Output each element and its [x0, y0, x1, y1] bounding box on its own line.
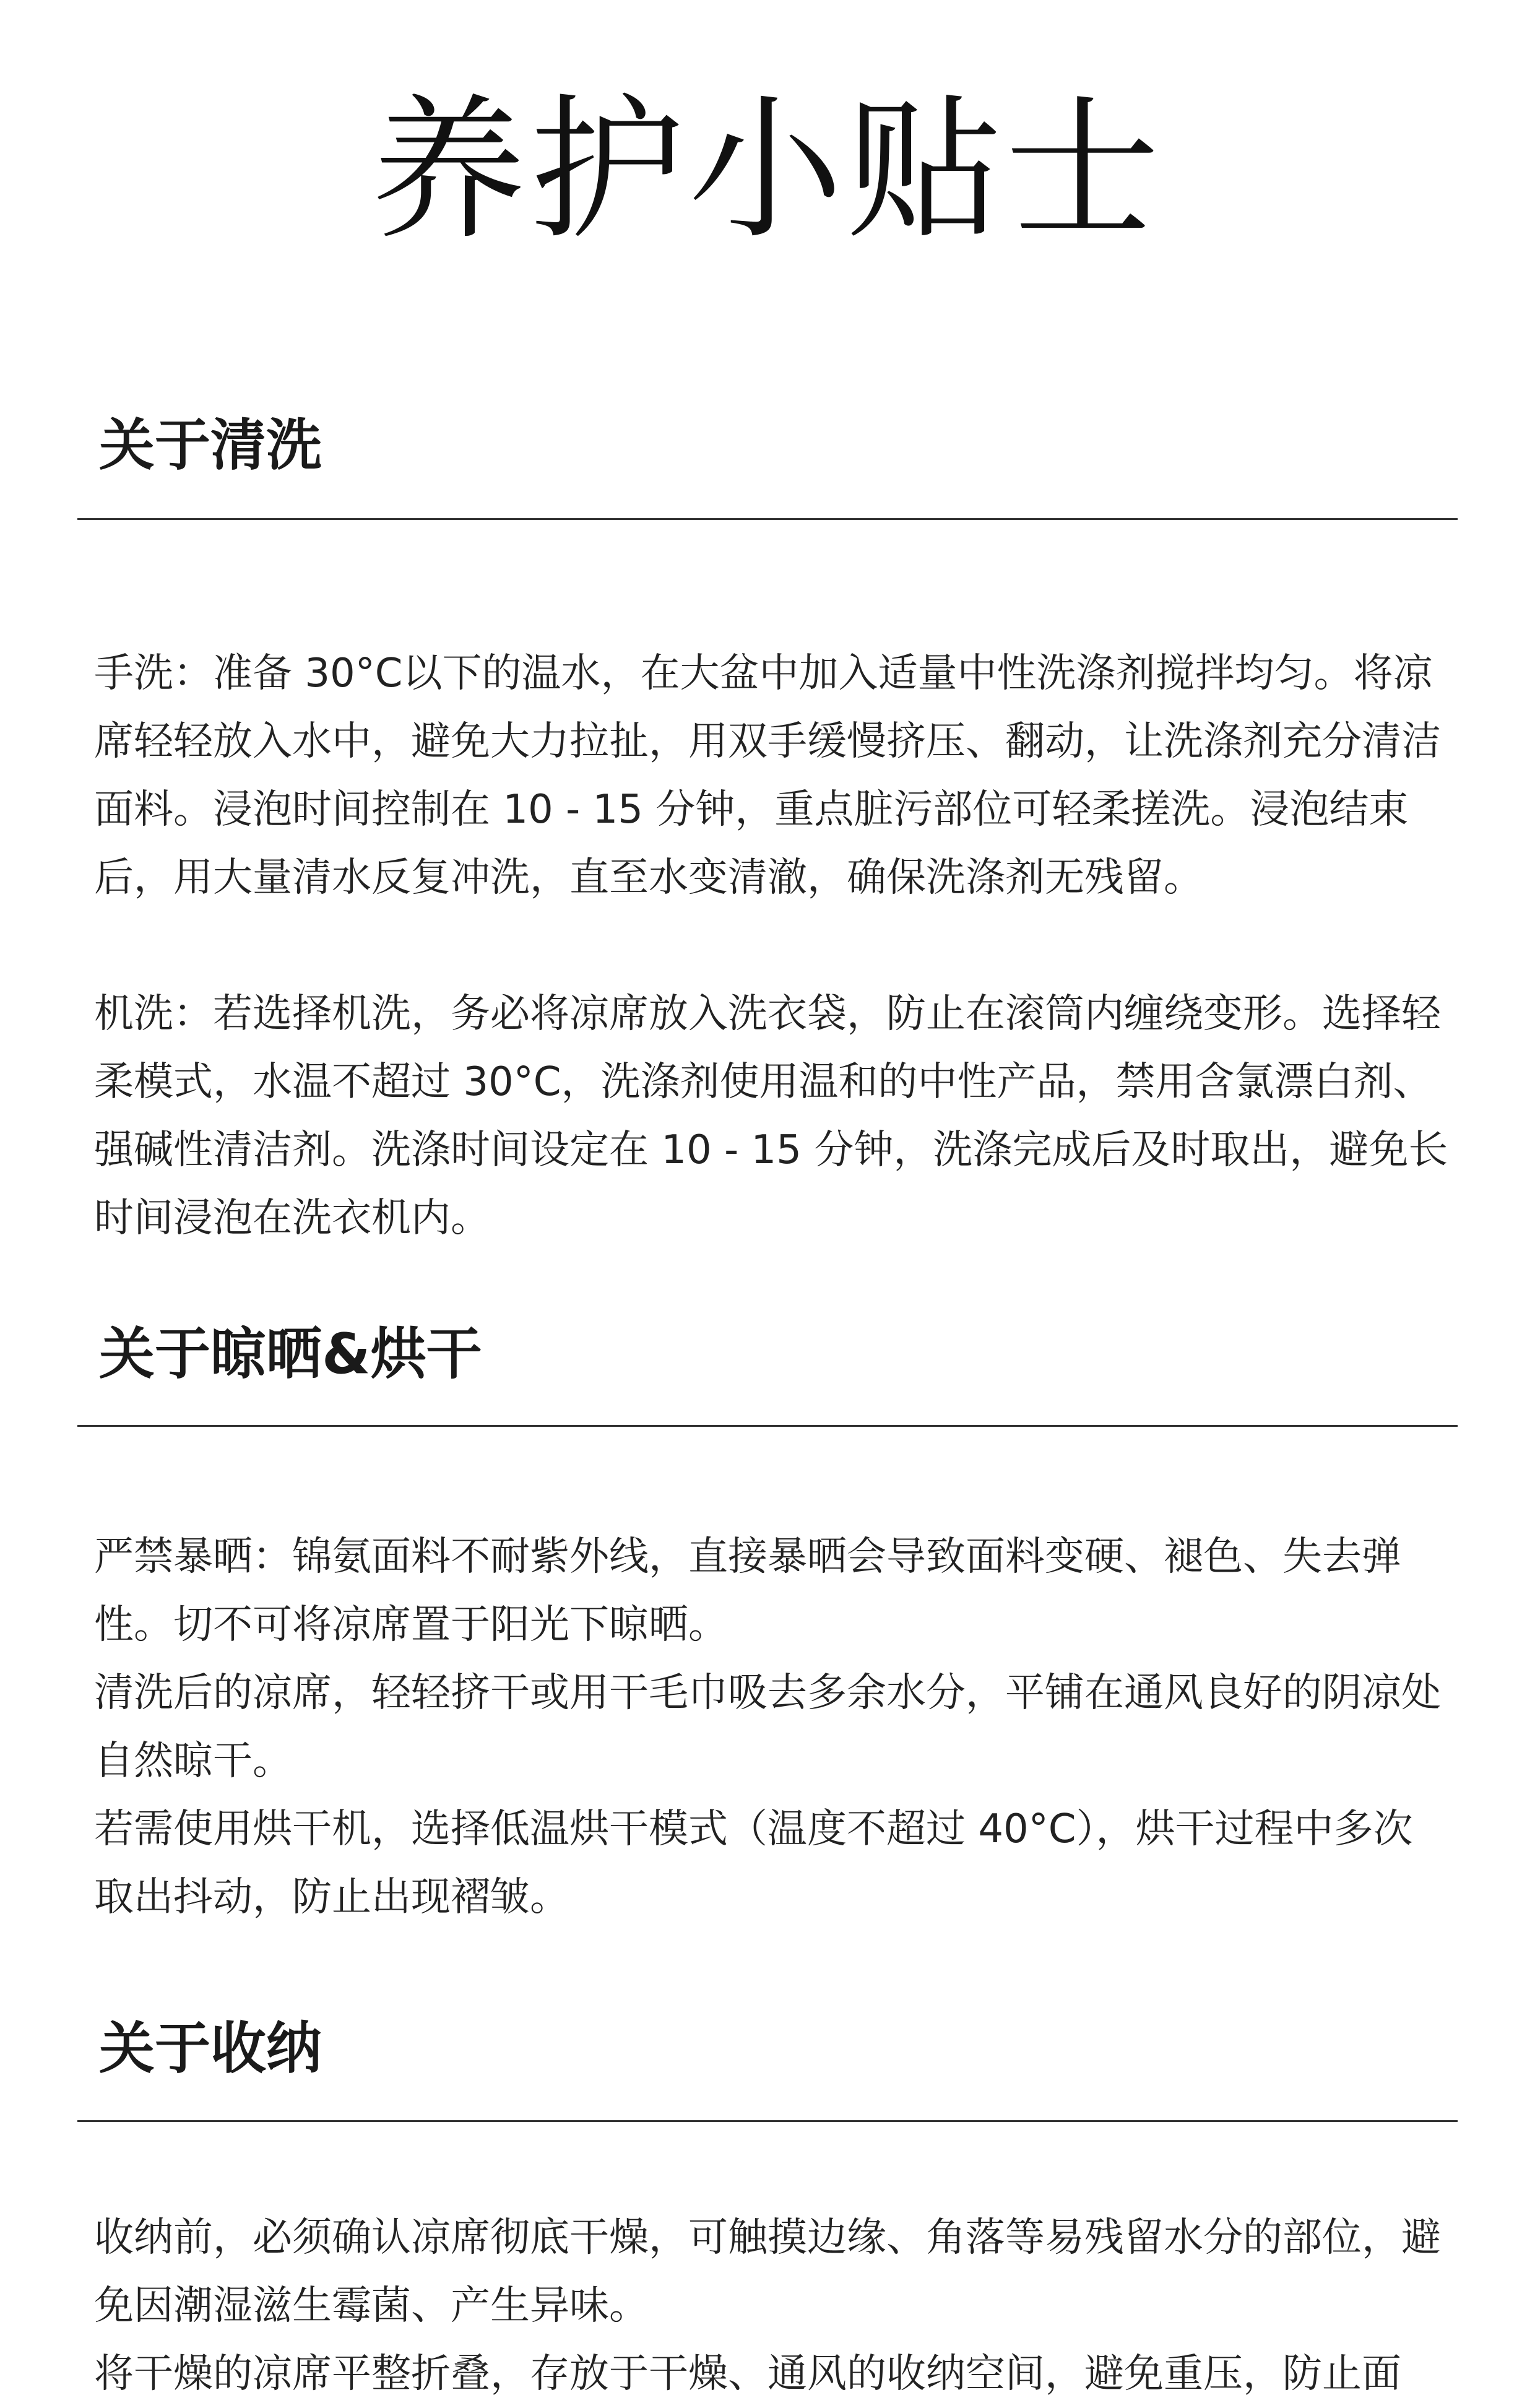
section-divider [77, 1425, 1458, 1427]
page-title: 养护小贴士 [371, 80, 1164, 260]
paragraph-tumble-dry: 若需使用烘干机，选择低温烘干模式（温度不超过 40°C），烘干过程中多次取出抖动，防止出现褶皱。 [94, 1806, 1413, 1920]
section-divider [77, 518, 1458, 520]
section-heading-cleaning: 关于清洗 [99, 413, 322, 478]
paragraph-hand-wash: 手洗：准备 30°C以下的温水，在大盆中加入适量中性洗涤剂搅拌均匀。将凉席轻轻放入水中，避免大力拉扯，用双手缓慢挤压、翻动，让洗涤剂充分清洁面料。浸泡时间控制在 10 - 15 分钟，重点脏污部位可轻柔搓洗。浸泡结束后，用大量清水反复冲洗，直至水变清澈，确保洗涤剂无残留。 [94, 651, 1441, 901]
paragraph-no-sun-exposure: 严禁暴晒：锦氨面料不耐紫外线，直接暴晒会导致面料变硬、褪色、失去弹性。切不可将凉席置于阳光下晾晒。 [94, 1534, 1401, 1648]
section-divider [77, 2120, 1458, 2122]
section-heading-storage: 关于收纳 [99, 2016, 322, 2081]
paragraph-storage-check: 收纳前，必须确认凉席彻底干燥，可触摸边缘、角落等易残留水分的部位，避免因潮湿滋生霉菌、产生异味。 [94, 2215, 1441, 2329]
paragraph-air-dry: 清洗后的凉席，轻轻挤干或用干毛巾吸去多余水分，平铺在通风良好的阴凉处自然晾干。 [94, 1670, 1441, 1784]
paragraph-machine-wash: 机洗：若选择机洗，务必将凉席放入洗衣袋，防止在滚筒内缠绕变形。选择轻柔模式，水温不超过 30°C，洗涤剂使用温和的中性产品，禁用含氯漂白剂、强碱性清洁剂。洗涤时间设定在 10 - 15 分钟，洗涤完成后及时取出，避免长时间浸泡在洗衣机内。 [94, 991, 1448, 1241]
section-heading-drying: 关于晾晒&烘干 [99, 1322, 482, 1387]
paragraph-storage-folding: 将干燥的凉席平整折叠，存放于干燥、通风的收纳空间，避免重压，防止面 [94, 2351, 1401, 2397]
